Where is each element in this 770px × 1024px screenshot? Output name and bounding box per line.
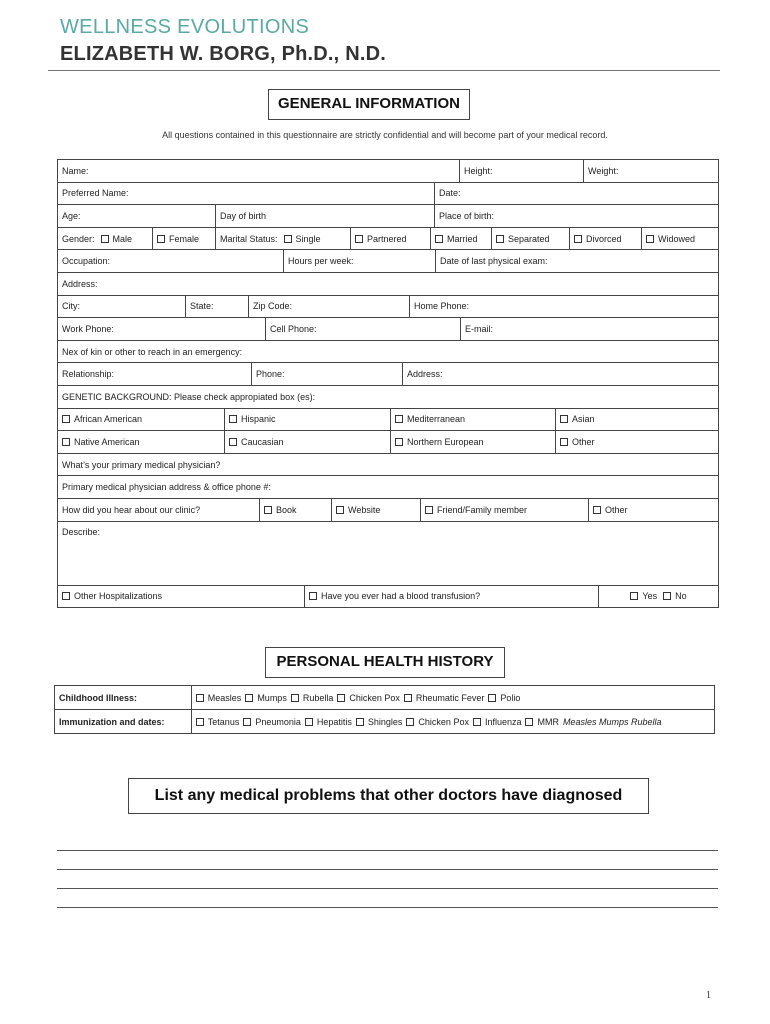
preferred-name-field[interactable]: Preferred Name:: [58, 183, 435, 205]
primary-physician-field[interactable]: What’s your primary medical physician?: [58, 454, 719, 476]
immunization-option-label: MMR: [537, 716, 559, 727]
medical-problems-title: List any medical problems that other doctors have diagnosed: [128, 778, 649, 814]
childhood-options-cell: [192, 686, 715, 709]
last-physical-field[interactable]: Date of last physical exam:: [436, 250, 719, 272]
row-describe: [58, 522, 719, 586]
marital-single-cell: Marital Status: Single: [216, 228, 351, 250]
no-checkbox[interactable]: [663, 592, 671, 600]
kin-phone-field[interactable]: Phone:: [252, 363, 403, 385]
separated-checkbox[interactable]: [496, 235, 504, 243]
row-relationship: [58, 363, 719, 386]
row-name: [58, 160, 719, 183]
hispanic-cell: Hispanic: [225, 409, 391, 431]
book-checkbox[interactable]: [264, 506, 272, 514]
place-of-birth-field[interactable]: Place of birth:: [435, 205, 719, 227]
northern-european-checkbox[interactable]: [395, 438, 403, 446]
row-gender-marital: [58, 228, 719, 251]
row-hospitalizations: [58, 586, 719, 609]
marital-partnered-cell: Partnered: [351, 228, 431, 250]
row-city: [58, 296, 719, 319]
native-american-checkbox[interactable]: [62, 438, 70, 446]
genetic-background-label: GENETIC BACKGROUND: Please check appropiated box (es):: [58, 386, 719, 408]
asian-checkbox[interactable]: [560, 415, 568, 423]
childhood-illness-option-label: Mumps: [257, 692, 287, 703]
cell-phone-field[interactable]: Cell Phone:: [266, 318, 461, 340]
childhood-illness-option-label: Polio: [500, 692, 521, 703]
general-information-title: GENERAL INFORMATION: [268, 89, 470, 120]
mediterranean-checkbox[interactable]: [395, 415, 403, 423]
work-phone-field[interactable]: Work Phone:: [58, 318, 266, 340]
hear-other-checkbox[interactable]: [593, 506, 601, 514]
row-genetic-heading: [58, 386, 719, 409]
height-field[interactable]: Height:: [460, 160, 584, 182]
immunization-option-label: Chicken Pox: [418, 716, 469, 727]
hear-about-label: How did you hear about our clinic?: [58, 499, 260, 521]
female-checkbox[interactable]: [157, 235, 165, 243]
immunization-checkbox[interactable]: [305, 718, 313, 726]
friend-family-cell: Friend/Family member: [421, 499, 589, 521]
immunization-option-label: Hepatitis: [316, 716, 352, 727]
other-hospitalizations-cell: Other Hospitalizations: [58, 586, 305, 608]
gender-male-cell: Gender: Male: [58, 228, 153, 250]
genetic-other-checkbox[interactable]: [560, 438, 568, 446]
kin-address-field[interactable]: Address:: [403, 363, 719, 385]
brand-name: WELLNESS EVOLUTIONS: [60, 16, 310, 38]
marital-divorced-cell: Divorced: [570, 228, 642, 250]
mediterranean-cell: Mediterranean: [391, 409, 556, 431]
hear-other-cell: Other: [589, 499, 719, 521]
website-cell: Website: [332, 499, 421, 521]
home-phone-field[interactable]: Home Phone:: [410, 296, 719, 318]
blood-transfusion-cell: Have you ever had a blood transfusion?: [305, 586, 599, 608]
email-field[interactable]: E-mail:: [461, 318, 719, 340]
next-of-kin-field[interactable]: Nex of kin or other to reach in an emergency:: [58, 341, 719, 363]
northern-european-cell: Northern European: [391, 431, 556, 453]
yes-no-cell: Yes No: [599, 586, 719, 608]
physician-address-field[interactable]: Primary medical physician address & office phone #:: [58, 476, 719, 498]
name-field[interactable]: Name:: [58, 160, 460, 182]
immunization-checkbox[interactable]: [196, 718, 204, 726]
personal-health-table: [54, 685, 715, 734]
immunization-checkbox[interactable]: [473, 718, 481, 726]
immunization-options-cell: [192, 710, 715, 733]
row-primary-physician: [58, 454, 719, 477]
immunization-option-label: Tetanus: [207, 716, 240, 727]
website-checkbox[interactable]: [336, 506, 344, 514]
gender-female-cell: Female: [153, 228, 216, 250]
address-field[interactable]: Address:: [58, 273, 719, 295]
childhood-illness-checkbox[interactable]: [337, 694, 345, 702]
childhood-illness-checkbox[interactable]: [291, 694, 299, 702]
zip-field[interactable]: Zip Code:: [249, 296, 410, 318]
childhood-illness-label: Childhood Illness:: [55, 686, 192, 709]
marital-married-cell: Married: [431, 228, 492, 250]
row-phones: [58, 318, 719, 341]
childhood-illness-checkbox[interactable]: [245, 694, 253, 702]
immunization-checkbox[interactable]: [525, 718, 533, 726]
genetic-other-cell: Other: [556, 431, 719, 453]
immunization-option-label: Influenza: [484, 716, 522, 727]
mmr-note: Measles Mumps Rubella: [562, 716, 662, 727]
african-american-cell: African American: [58, 409, 225, 431]
row-address: [58, 273, 719, 296]
caucasian-checkbox[interactable]: [229, 438, 237, 446]
confidential-notice: All questions contained in this questionnaire are strictly confidential and will become part of your medical record.: [162, 130, 608, 140]
page-number: 1: [706, 990, 711, 1001]
childhood-illness-checkbox[interactable]: [404, 694, 412, 702]
doctor-name: ELIZABETH W. BORG, Ph.D., N.D.: [60, 43, 386, 65]
immunization-checkbox[interactable]: [356, 718, 364, 726]
childhood-illness-checkbox[interactable]: [196, 694, 204, 702]
weight-field[interactable]: Weight:: [584, 160, 719, 182]
state-field[interactable]: State:: [186, 296, 249, 318]
childhood-illness-option-label: Rheumatic Fever: [415, 692, 485, 703]
immunization-checkbox[interactable]: [243, 718, 251, 726]
hours-per-week-field[interactable]: Hours per week:: [284, 250, 436, 272]
city-field[interactable]: City:: [58, 296, 186, 318]
immunization-checkbox[interactable]: [406, 718, 414, 726]
asian-cell: Asian: [556, 409, 719, 431]
row-occupation: [58, 250, 719, 273]
childhood-illness-option-label: Chicken Pox: [349, 692, 400, 703]
personal-health-history-title: PERSONAL HEALTH HISTORY: [265, 647, 505, 678]
occupation-field[interactable]: Occupation:: [58, 250, 284, 272]
blood-transfusion-checkbox[interactable]: [309, 592, 317, 600]
age-field[interactable]: Age:: [58, 205, 216, 227]
immunization-option-label: Pneumonia: [255, 716, 301, 727]
marital-separated-cell: Separated: [492, 228, 570, 250]
single-checkbox[interactable]: [284, 235, 292, 243]
native-american-cell: Native American: [58, 431, 225, 453]
header-divider: [48, 70, 720, 71]
childhood-illness-checkbox[interactable]: [488, 694, 496, 702]
partnered-checkbox[interactable]: [355, 235, 363, 243]
day-of-birth-field[interactable]: Day of birth: [216, 205, 435, 227]
relationship-field[interactable]: Relationship:: [58, 363, 252, 385]
row-hear-about: [58, 499, 719, 522]
divorced-checkbox[interactable]: [574, 235, 582, 243]
yes-checkbox[interactable]: [630, 592, 638, 600]
general-information-form: [57, 159, 719, 608]
row-physician-address: [58, 476, 719, 499]
row-preferred-name: [58, 183, 719, 206]
row-genetic-2: [58, 431, 719, 454]
male-checkbox[interactable]: [101, 235, 109, 243]
married-checkbox[interactable]: [435, 235, 443, 243]
hispanic-checkbox[interactable]: [229, 415, 237, 423]
caucasian-cell: Caucasian: [225, 431, 391, 453]
answer-line-4[interactable]: [57, 907, 718, 908]
row-next-of-kin: [58, 341, 719, 364]
answer-line-3[interactable]: [57, 888, 718, 889]
book-cell: Book: [260, 499, 332, 521]
immunization-row: [55, 710, 715, 734]
marital-widowed-cell: Widowed: [642, 228, 719, 250]
row-genetic-1: [58, 409, 719, 432]
immunization-option-label: Shingles: [367, 716, 403, 727]
answer-line-2[interactable]: [57, 869, 718, 870]
african-american-checkbox[interactable]: [62, 415, 70, 423]
childhood-illness-row: [55, 686, 715, 710]
row-age: [58, 205, 719, 228]
answer-line-1[interactable]: [57, 850, 718, 851]
describe-field[interactable]: Describe:: [58, 522, 719, 585]
friend-family-checkbox[interactable]: [425, 506, 433, 514]
childhood-illness-option-label: Measles: [207, 692, 242, 703]
immunization-label: Immunization and dates:: [55, 710, 192, 733]
other-hospitalizations-checkbox[interactable]: [62, 592, 70, 600]
date-field[interactable]: Date:: [435, 183, 719, 205]
widowed-checkbox[interactable]: [646, 235, 654, 243]
childhood-illness-option-label: Rubella: [302, 692, 334, 703]
